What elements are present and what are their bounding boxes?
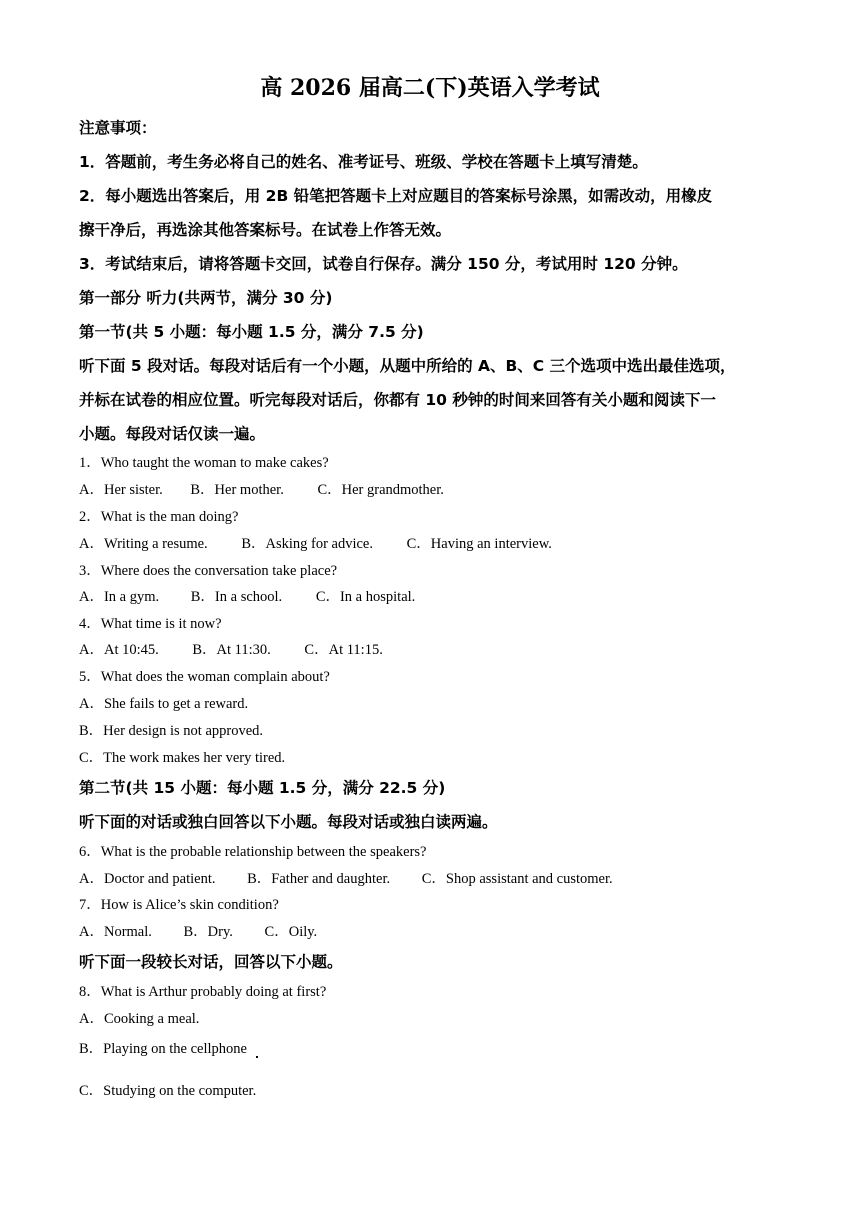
- option-c: C．At 11:15.: [304, 642, 383, 658]
- section1-instruction-line-3: 小题。每段对话仅读一遍。: [79, 425, 266, 443]
- option-a: A．In a gym.: [79, 589, 160, 605]
- question-4-options: [79, 640, 383, 660]
- question-5-option-c: C．The work makes her very tired.: [79, 750, 286, 766]
- option-c: C．Oily.: [264, 924, 318, 940]
- option-b: B．Father and daughter.: [247, 871, 391, 887]
- option-b: B．Asking for advice.: [241, 536, 373, 552]
- question-8-option-a: A．Cooking a meal.: [79, 1011, 200, 1027]
- stray-dot-mark: [256, 1056, 258, 1058]
- section2-heading: 第二节(共 15 小题：每小题 1.5 分，满分 22.5 分): [79, 779, 446, 797]
- option-b: B．Dry.: [183, 924, 233, 940]
- question-5: 5．What does the woman complain about?: [79, 669, 330, 685]
- question-2: 2．What is the man doing?: [79, 509, 239, 525]
- exam-title: 高 2026 届高二(下)英语入学考试: [260, 75, 600, 101]
- option-c: C．In a hospital.: [315, 589, 416, 605]
- section1-heading: 第一节(共 5 小题：每小题 1.5 分，满分 7.5 分): [79, 323, 424, 341]
- question-7-options: [79, 922, 317, 942]
- question-5-option-b: B．Her design is not approved.: [79, 723, 264, 739]
- option-c: C．Having an interview.: [406, 536, 552, 552]
- section2-instruction: 听下面的对话或独白回答以下小题。每段对话或独白读两遍。: [79, 813, 498, 831]
- option-c: C．Shop assistant and customer.: [421, 871, 613, 887]
- section1-instruction-line-2: 并标在试卷的相应位置。听完每段对话后，你都有 10 秒钟的时间来回答有关小题和阅读下一: [79, 391, 716, 409]
- option-b: B．In a school.: [190, 589, 283, 605]
- question-6-options: [79, 869, 613, 889]
- notice-heading: 注意事项：: [79, 119, 157, 137]
- long-dialogue-instruction: 听下面一段较长对话，回答以下小题。: [79, 953, 343, 971]
- option-a: A．At 10:45.: [79, 642, 159, 658]
- option-c: C．Her grandmother.: [317, 482, 444, 498]
- notice-item-2-line-1: 2．每小题选出答案后，用 2B 铅笔把答题卡上对应题目的答案标号涂黑，如需改动，用橡皮: [79, 187, 713, 205]
- notice-item-1: 1．答题前，考生务必将自己的姓名、准考证号、班级、学校在答题卡上填写清楚。: [79, 153, 648, 171]
- notice-item-3: 3．考试结束后，请将答题卡交回，试卷自行保存。满分 150 分，考试用时 120 分钟。: [79, 255, 688, 273]
- question-1-options: [79, 480, 444, 500]
- question-8-option-c: C．Studying on the computer.: [79, 1083, 257, 1099]
- question-3: 3．Where does the conversation take place?: [79, 563, 338, 579]
- question-1: 1．Who taught the woman to make cakes?: [79, 455, 329, 471]
- question-8-option-b: B．Playing on the cellphone: [79, 1041, 247, 1057]
- part1-heading: 第一部分 听力(共两节，满分 30 分): [79, 289, 333, 307]
- question-8: 8．What is Arthur probably doing at first?: [79, 984, 327, 1000]
- section1-instruction-line-1: 听下面 5 段对话。每段对话后有一个小题，从题中所给的 A、B、C 三个选项中选出最佳选项，: [79, 357, 736, 375]
- question-6: 6．What is the probable relationship between the speakers?: [79, 844, 427, 860]
- option-a: A．Doctor and patient.: [79, 871, 216, 887]
- notice-item-2-line-2: 擦干净后，再选涂其他答案标号。在试卷上作答无效。: [79, 221, 452, 239]
- option-b: B．At 11:30.: [192, 642, 271, 658]
- option-a: A．Normal.: [79, 924, 152, 940]
- option-a: A．Her sister.: [79, 482, 163, 498]
- option-b: B．Her mother.: [190, 482, 284, 498]
- option-a: A．Writing a resume.: [79, 536, 208, 552]
- question-5-option-a: A．She fails to get a reward.: [79, 696, 249, 712]
- question-2-options: [79, 534, 552, 554]
- question-7: 7．How is Alice’s skin condition?: [79, 897, 279, 913]
- question-4: 4．What time is it now?: [79, 616, 222, 632]
- question-3-options: [79, 587, 415, 607]
